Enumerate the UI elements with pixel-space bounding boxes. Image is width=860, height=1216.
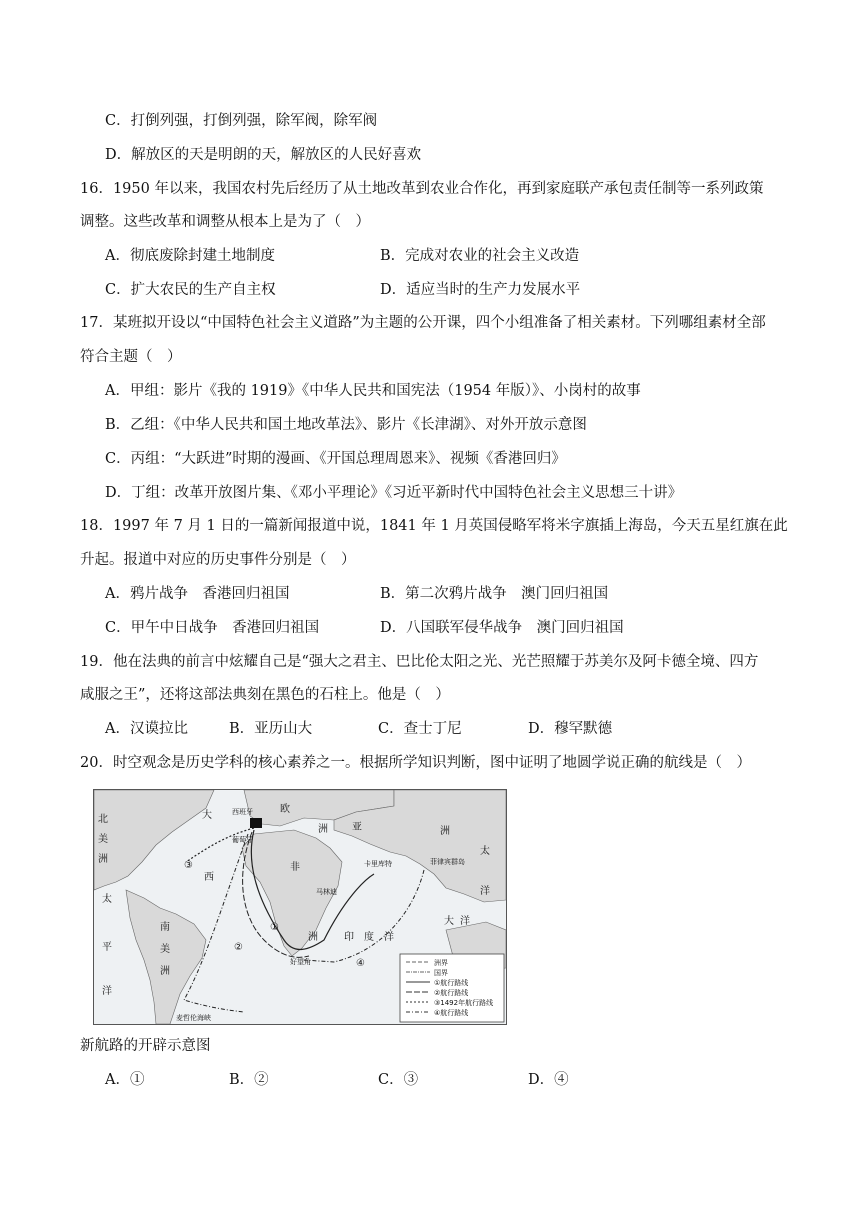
label-south-america-3: 洲 [160, 966, 170, 977]
label-route-1: ① [270, 922, 279, 933]
q20-option-c: C．③ [378, 1072, 419, 1088]
q16-stem-line1: 16．1950 年以来，我国农村先后经历了从土地改革到农业合作化，再到家庭联产承包责任制等一系列政策 [80, 181, 764, 197]
label-portugal: 葡萄牙 [232, 836, 253, 844]
new-sea-routes-map [93, 789, 507, 1025]
label-da: 大 [202, 810, 212, 821]
legend-item-2: ①航行路线 [434, 979, 469, 987]
q17-stem-line2: 符合主题（ ） [80, 349, 182, 365]
q19-stem-line1: 19．他在法典的前言中炫耀自己是“强大之君主、巴比伦太阳之光、光芒照耀于苏美尔及阿卡德全境、四方 [80, 654, 759, 670]
map-caption: 新航路的开辟示意图 [80, 1038, 211, 1054]
label-fei: 非 [290, 862, 300, 873]
label-du: 度 [364, 932, 374, 943]
q18-option-a: A．鸦片战争 香港回归祖国 [105, 586, 290, 602]
label-south-america-2: 美 [160, 944, 170, 955]
q16-option-c: C．扩大农民的生产自主权 [105, 282, 276, 298]
label-yang-ocean: 洋 [460, 916, 470, 927]
q20-option-b: B．② [229, 1072, 269, 1088]
q18-option-b: B．第二次鸦片战争 澳门回归祖国 [380, 586, 609, 602]
q19-option-c: C．查士丁尼 [378, 721, 462, 737]
q19-option-d: D．穆罕默德 [528, 721, 613, 737]
label-tai-right: 太 [480, 846, 490, 857]
label-route-2: ② [234, 942, 243, 953]
label-north-america-3: 洲 [98, 854, 108, 865]
label-magellan: 麦哲伦海峡 [176, 1014, 211, 1022]
q19-option-a: A．汉谟拉比 [105, 721, 188, 737]
q15-option-d: D．解放区的天是明朗的天，解放区的人民好喜欢 [105, 147, 422, 163]
label-zhou-eu: 洲 [318, 824, 328, 835]
q17-stem-line1: 17．某班拟开设以“中国特色社会主义道路”为主题的公开课，四个小组准备了相关素材。下列哪组素材全部 [80, 315, 766, 331]
q16-option-a: A．彻底废除封建土地制度 [105, 248, 275, 264]
q20-option-a: A．① [105, 1072, 145, 1088]
label-north-america-1: 北 [98, 814, 108, 825]
q17-option-b: B．乙组：《中华人民共和国土地改革法》、影片《长津湖》、对外开放示意图 [105, 417, 587, 433]
q17-option-d: D．丁组：改革开放图片集、《邓小平理论》《习近平新时代中国特色社会主义思想三十讲》 [105, 485, 683, 501]
legend-item-4: ③1492年航行路线 [434, 999, 494, 1007]
q18-stem-line2: 升起。报道中对应的历史事件分别是（ ） [80, 552, 356, 568]
q18-option-d: D．八国联军侵华战争 澳门回归祖国 [380, 620, 624, 636]
label-yang-left: 洋 [102, 986, 112, 997]
label-ou: 欧 [280, 804, 290, 815]
label-route-4: ④ [356, 958, 365, 969]
label-zhou-af: 洲 [308, 932, 318, 943]
legend-item-0: 洲界 [434, 959, 448, 967]
label-yang-right: 洋 [480, 886, 490, 897]
label-ya: 亚 [352, 822, 362, 833]
q17-option-c: C．丙组：“大跃进”时期的漫画、《开国总理周恩来》、视频《香港回归》 [105, 451, 566, 467]
label-cape: 好望角 [290, 958, 311, 966]
label-ping-left: 平 [102, 942, 112, 953]
iberia-marker [250, 818, 262, 828]
q16-stem-line2: 调整。这些改革和调整从根本上是为了（ ） [80, 214, 370, 230]
legend-item-5: ④航行路线 [434, 1009, 469, 1017]
label-north-america-2: 美 [98, 834, 108, 845]
q20-option-d: D．④ [528, 1072, 569, 1088]
q17-option-a: A．甲组：影片《我的 1919》《中华人民共和国宪法（1954 年版）》、小岗村的故事 [105, 383, 641, 399]
label-malindi: 马林迪 [316, 888, 337, 896]
label-yang-indian: 洋 [384, 932, 394, 943]
q18-option-c: C．甲午中日战争 香港回归祖国 [105, 620, 320, 636]
label-da-ocean: 大 [444, 916, 454, 927]
label-philippines: 菲律宾群岛 [430, 858, 465, 866]
map-svg [94, 790, 506, 1024]
q19-stem-line2: 咸服之王”，还将这部法典刻在黑色的石柱上。他是（ ） [80, 687, 450, 703]
q18-stem-line1: 18．1997 年 7 月 1 日的一篇新闻报道中说，1841 年 1 月英国侵略军将米字旗插上海岛，今天五星红旗在此 [80, 518, 788, 534]
label-calicut: 卡里库特 [364, 860, 392, 868]
label-route-3: ③ [184, 860, 193, 871]
label-yin: 印 [344, 932, 354, 943]
legend-item-3: ②航行路线 [434, 989, 469, 997]
label-spain: 西班牙 [232, 808, 253, 816]
label-tai-left: 太 [102, 894, 112, 905]
q16-option-d: D．适应当时的生产力发展水平 [380, 282, 581, 298]
legend-item-1: 国界 [434, 969, 448, 977]
q15-option-c: C．打倒列强，打倒列强，除军阀，除军阀 [105, 113, 378, 129]
label-xi: 西 [204, 872, 214, 883]
q19-option-b: B．亚历山大 [229, 721, 313, 737]
q20-stem: 20．时空观念是历史学科的核心素养之一。根据所学知识判断，图中证明了地圆学说正确的航线是（ ） [80, 755, 751, 771]
label-zhou-as: 洲 [440, 826, 450, 837]
label-south-america-1: 南 [160, 922, 170, 933]
q16-option-b: B．完成对农业的社会主义改造 [380, 248, 580, 264]
